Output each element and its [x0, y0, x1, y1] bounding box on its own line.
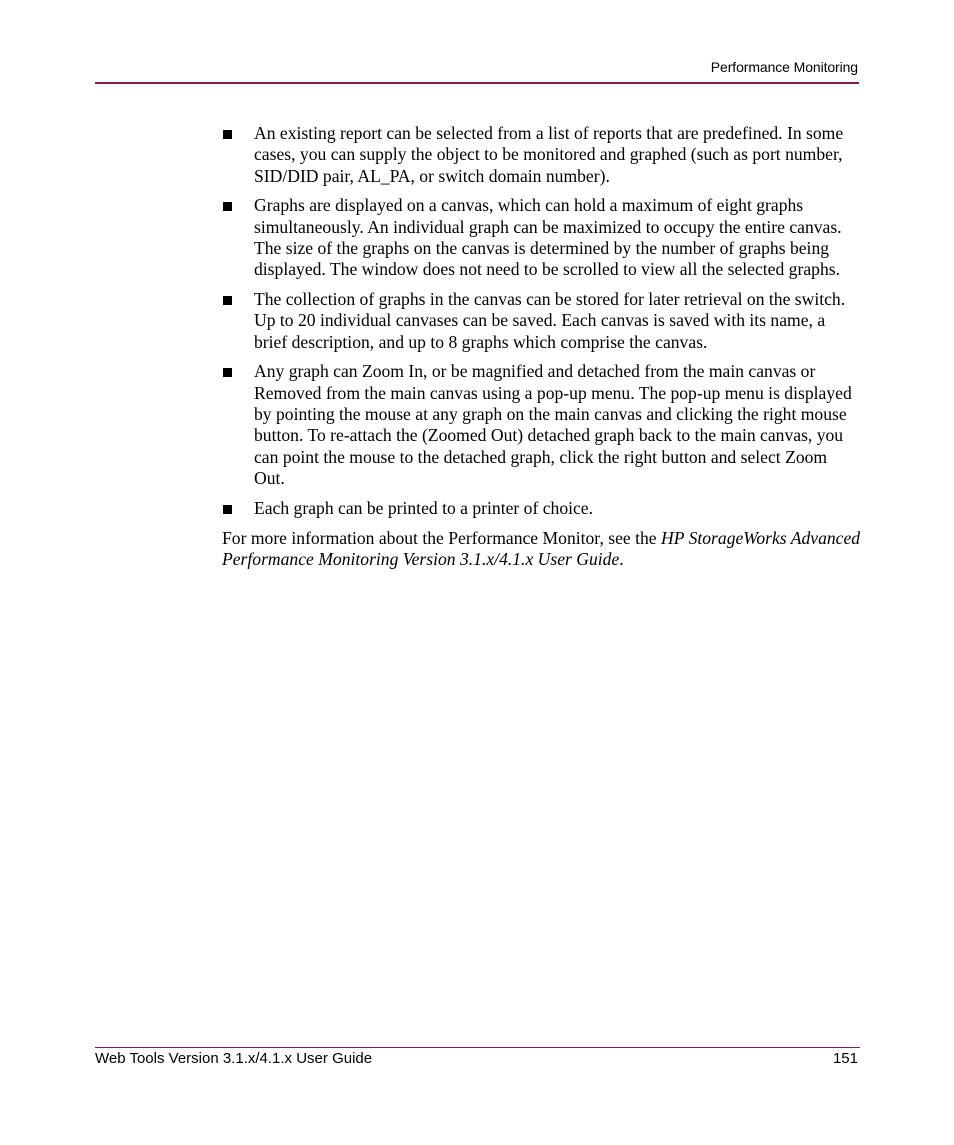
square-bullet-icon — [223, 296, 232, 305]
bullet-text: Each graph can be printed to a printer of choice. — [254, 497, 594, 518]
closing-paragraph — [222, 528, 862, 571]
closing-text: For more information about the Performance Monitor, see the — [222, 527, 662, 548]
bullet-text: The collection of graphs in the canvas can be stored for later retrieval on the switch. Up to 20 individual canvases can be saved. Each canvas is saved with its name, a brief description, and up to 8 graphs which comprise the canvas. — [254, 289, 846, 352]
square-bullet-icon — [223, 130, 232, 139]
list-item — [222, 498, 862, 519]
page-number: 151 — [832, 1050, 858, 1067]
footer-document-title: Web Tools Version 3.1.x/4.1.x User Guide — [95, 1050, 373, 1067]
square-bullet-icon — [223, 505, 232, 514]
list-item — [222, 289, 862, 353]
header-rule — [95, 82, 859, 84]
square-bullet-icon — [223, 202, 232, 211]
running-header-title: Performance Monitoring — [710, 59, 858, 75]
guide-reference: HP StorageWorks Advanced Performance Monitoring Version 3.1.x/4.1.x User Guide — [222, 527, 861, 569]
main-content — [222, 123, 862, 570]
square-bullet-icon — [223, 368, 232, 377]
list-item — [222, 361, 862, 489]
footer-rule — [95, 1047, 860, 1048]
bullet-text: An existing report can be selected from a list of reports that are predefined. In some cases, you can supply the object to be monitored and graphed (such as port number, SID/DID pair, AL_PA, or switch domain number). — [254, 123, 844, 186]
list-item — [222, 123, 862, 187]
bullet-text: Any graph can Zoom In, or be magnified and detached from the main canvas or Removed from the main canvas using a pop-up menu. The pop-up menu is displayed by pointing the mouse at any graph on the main canvas and clicking the right mouse button. To re-attach the (Zoomed Out) detached graph back to the main canvas, you can point the mouse to the detached graph, click the right button and select Zoom Out. — [254, 361, 852, 488]
feature-bullet-list — [222, 123, 862, 519]
bullet-text: Graphs are displayed on a canvas, which can hold a maximum of eight graphs simultaneously. An individual graph can be maximized to occupy the entire canvas. The size of the graphs on the canvas is determined by the number of graphs being displayed. The window does not need to be scrolled to view all the selected graphs. — [254, 195, 842, 280]
list-item — [222, 195, 862, 280]
closing-period: . — [619, 548, 624, 569]
